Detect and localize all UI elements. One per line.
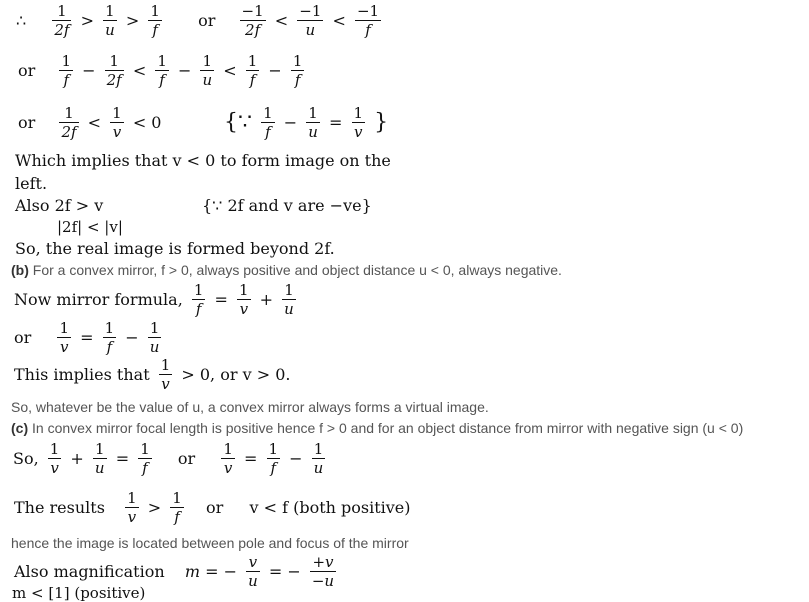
magnification-result: m < [1] (positive) bbox=[12, 584, 146, 602]
therefore-symbol: ∴ bbox=[16, 11, 27, 30]
fraction: $\frac{1}{f}$ bbox=[104, 319, 115, 356]
fraction: $\frac{+v}{-u}$ bbox=[311, 553, 335, 590]
part-b bbox=[11, 262, 562, 278]
also-line: Also 2f > v bbox=[15, 196, 104, 215]
fraction: $\frac{1}{v}$ bbox=[49, 440, 60, 477]
fraction: $\frac{1}{v}$ bbox=[239, 281, 249, 318]
results-row: The results $\frac{1}{v}$ > $\frac{1}{f}$ or v < f (both positive) bbox=[14, 489, 411, 526]
fraction: $\frac{v}{u}$ bbox=[248, 553, 258, 590]
fraction: $\frac{1}{u}$ bbox=[149, 319, 160, 356]
fraction: $\frac{1}{f}$ bbox=[140, 440, 150, 477]
fraction: $\frac{1}{u}$ bbox=[313, 440, 324, 477]
fraction: $\frac{-1}{u}$ bbox=[299, 2, 322, 39]
inequality-row-1: ∴ $\frac{1}{2f}$ > $\frac{1}{u}$ > $\frac{1}{f}$ or $\frac{-1}{2f}$ < $\frac{-1}{u}$ < $\frac{-1}{f}$ bbox=[16, 2, 380, 39]
part-c bbox=[11, 420, 743, 436]
fraction: $\frac{1}{v}$ bbox=[160, 356, 171, 393]
fraction: $\frac{1}{2f}$ bbox=[61, 104, 77, 141]
fraction: $\frac{1}{f}$ bbox=[61, 52, 72, 89]
this-implies-row: This implies that $\frac{1}{v}$ > 0, or v > 0. bbox=[14, 356, 291, 393]
fraction: $\frac{1}{u}$ bbox=[284, 281, 294, 318]
implies-line-1: Which implies that v < 0 to form image on the bbox=[15, 151, 391, 170]
because-note: {∵ $\frac{1}{f}$ − $\frac{1}{u}$ = $\frac{1}{v}$ } bbox=[224, 104, 389, 141]
so-formula-row: So, $\frac{1}{v}$ + $\frac{1}{u}$ = $\frac{1}{f}$ or $\frac{1}{v}$ = $\frac{1}{f}$ − $\frac{1}{u}$ bbox=[13, 440, 324, 477]
hence-line: hence the image is located between pole and focus of the mirror bbox=[11, 535, 409, 551]
rearranged-formula-row: or $\frac{1}{v}$ = $\frac{1}{f}$ − $\frac{1}{u}$ bbox=[14, 319, 160, 356]
fraction: $\frac{1}{v}$ bbox=[353, 104, 364, 141]
implies-line-2: left. bbox=[15, 174, 48, 193]
abs-inequality: |2f| < |v| bbox=[57, 218, 123, 236]
fraction: $\frac{1}{f}$ bbox=[263, 104, 273, 141]
fraction: $\frac{1}{f}$ bbox=[157, 52, 167, 89]
magnification-row: Also magnification m = − $\frac{v}{u}$ = − $\frac{+v}{-u}$ bbox=[14, 553, 335, 590]
fraction: $\frac{1}{f}$ bbox=[172, 489, 182, 526]
fraction: $\frac{1}{2f}$ bbox=[54, 2, 70, 39]
fraction: $\frac{1}{f}$ bbox=[150, 2, 160, 39]
fraction: $\frac{1}{u}$ bbox=[105, 2, 115, 39]
fraction: $\frac{-1}{2f}$ bbox=[241, 2, 264, 39]
fraction: $\frac{1}{f}$ bbox=[268, 440, 279, 477]
inequality-row-2: or $\frac{1}{f}$ − $\frac{1}{2f}$ < $\frac{1}{f}$ − $\frac{1}{u}$ < $\frac{1}{f}$ − $\frac{1}{f}$ bbox=[18, 52, 303, 89]
also-reason: {∵ 2f and v are −ve} bbox=[202, 196, 372, 215]
fraction: $\frac{1}{v}$ bbox=[112, 104, 122, 141]
part-c-text: In convex mirror focal length is positive hence f > 0 and for an object distance from mirror with negative sign (u < 0) bbox=[32, 420, 744, 436]
fraction: $\frac{1}{v}$ bbox=[223, 440, 233, 477]
part-b-label: (b) bbox=[11, 262, 29, 278]
fraction: $\frac{1}{u}$ bbox=[202, 52, 213, 89]
mirror-formula-row: Now mirror formula, $\frac{1}{f}$ = $\frac{1}{v}$ + $\frac{1}{u}$ bbox=[14, 281, 294, 318]
fraction: $\frac{1}{v}$ bbox=[59, 319, 70, 356]
inequality-row-3: or $\frac{1}{2f}$ < $\frac{1}{v}$ < 0 bbox=[18, 104, 162, 141]
part-b-text: For a convex mirror, f > 0, always positive and object distance u < 0, always negative. bbox=[32, 262, 562, 278]
fraction: $\frac{1}{2f}$ bbox=[106, 52, 122, 89]
part-c-label: (c) bbox=[11, 420, 29, 436]
whatever-line: So, whatever be the value of u, a convex mirror always forms a virtual image. bbox=[11, 399, 489, 415]
fraction: $\frac{1}{v}$ bbox=[127, 489, 137, 526]
fraction: $\frac{1}{u}$ bbox=[94, 440, 105, 477]
fraction: $\frac{1}{f}$ bbox=[193, 281, 204, 318]
fraction: $\frac{1}{f}$ bbox=[292, 52, 303, 89]
real-image-line: So, the real image is formed beyond 2f. bbox=[15, 239, 335, 258]
fraction: $\frac{1}{u}$ bbox=[308, 104, 318, 141]
fraction: $\frac{-1}{f}$ bbox=[356, 2, 380, 39]
fraction: $\frac{1}{f}$ bbox=[247, 52, 258, 89]
